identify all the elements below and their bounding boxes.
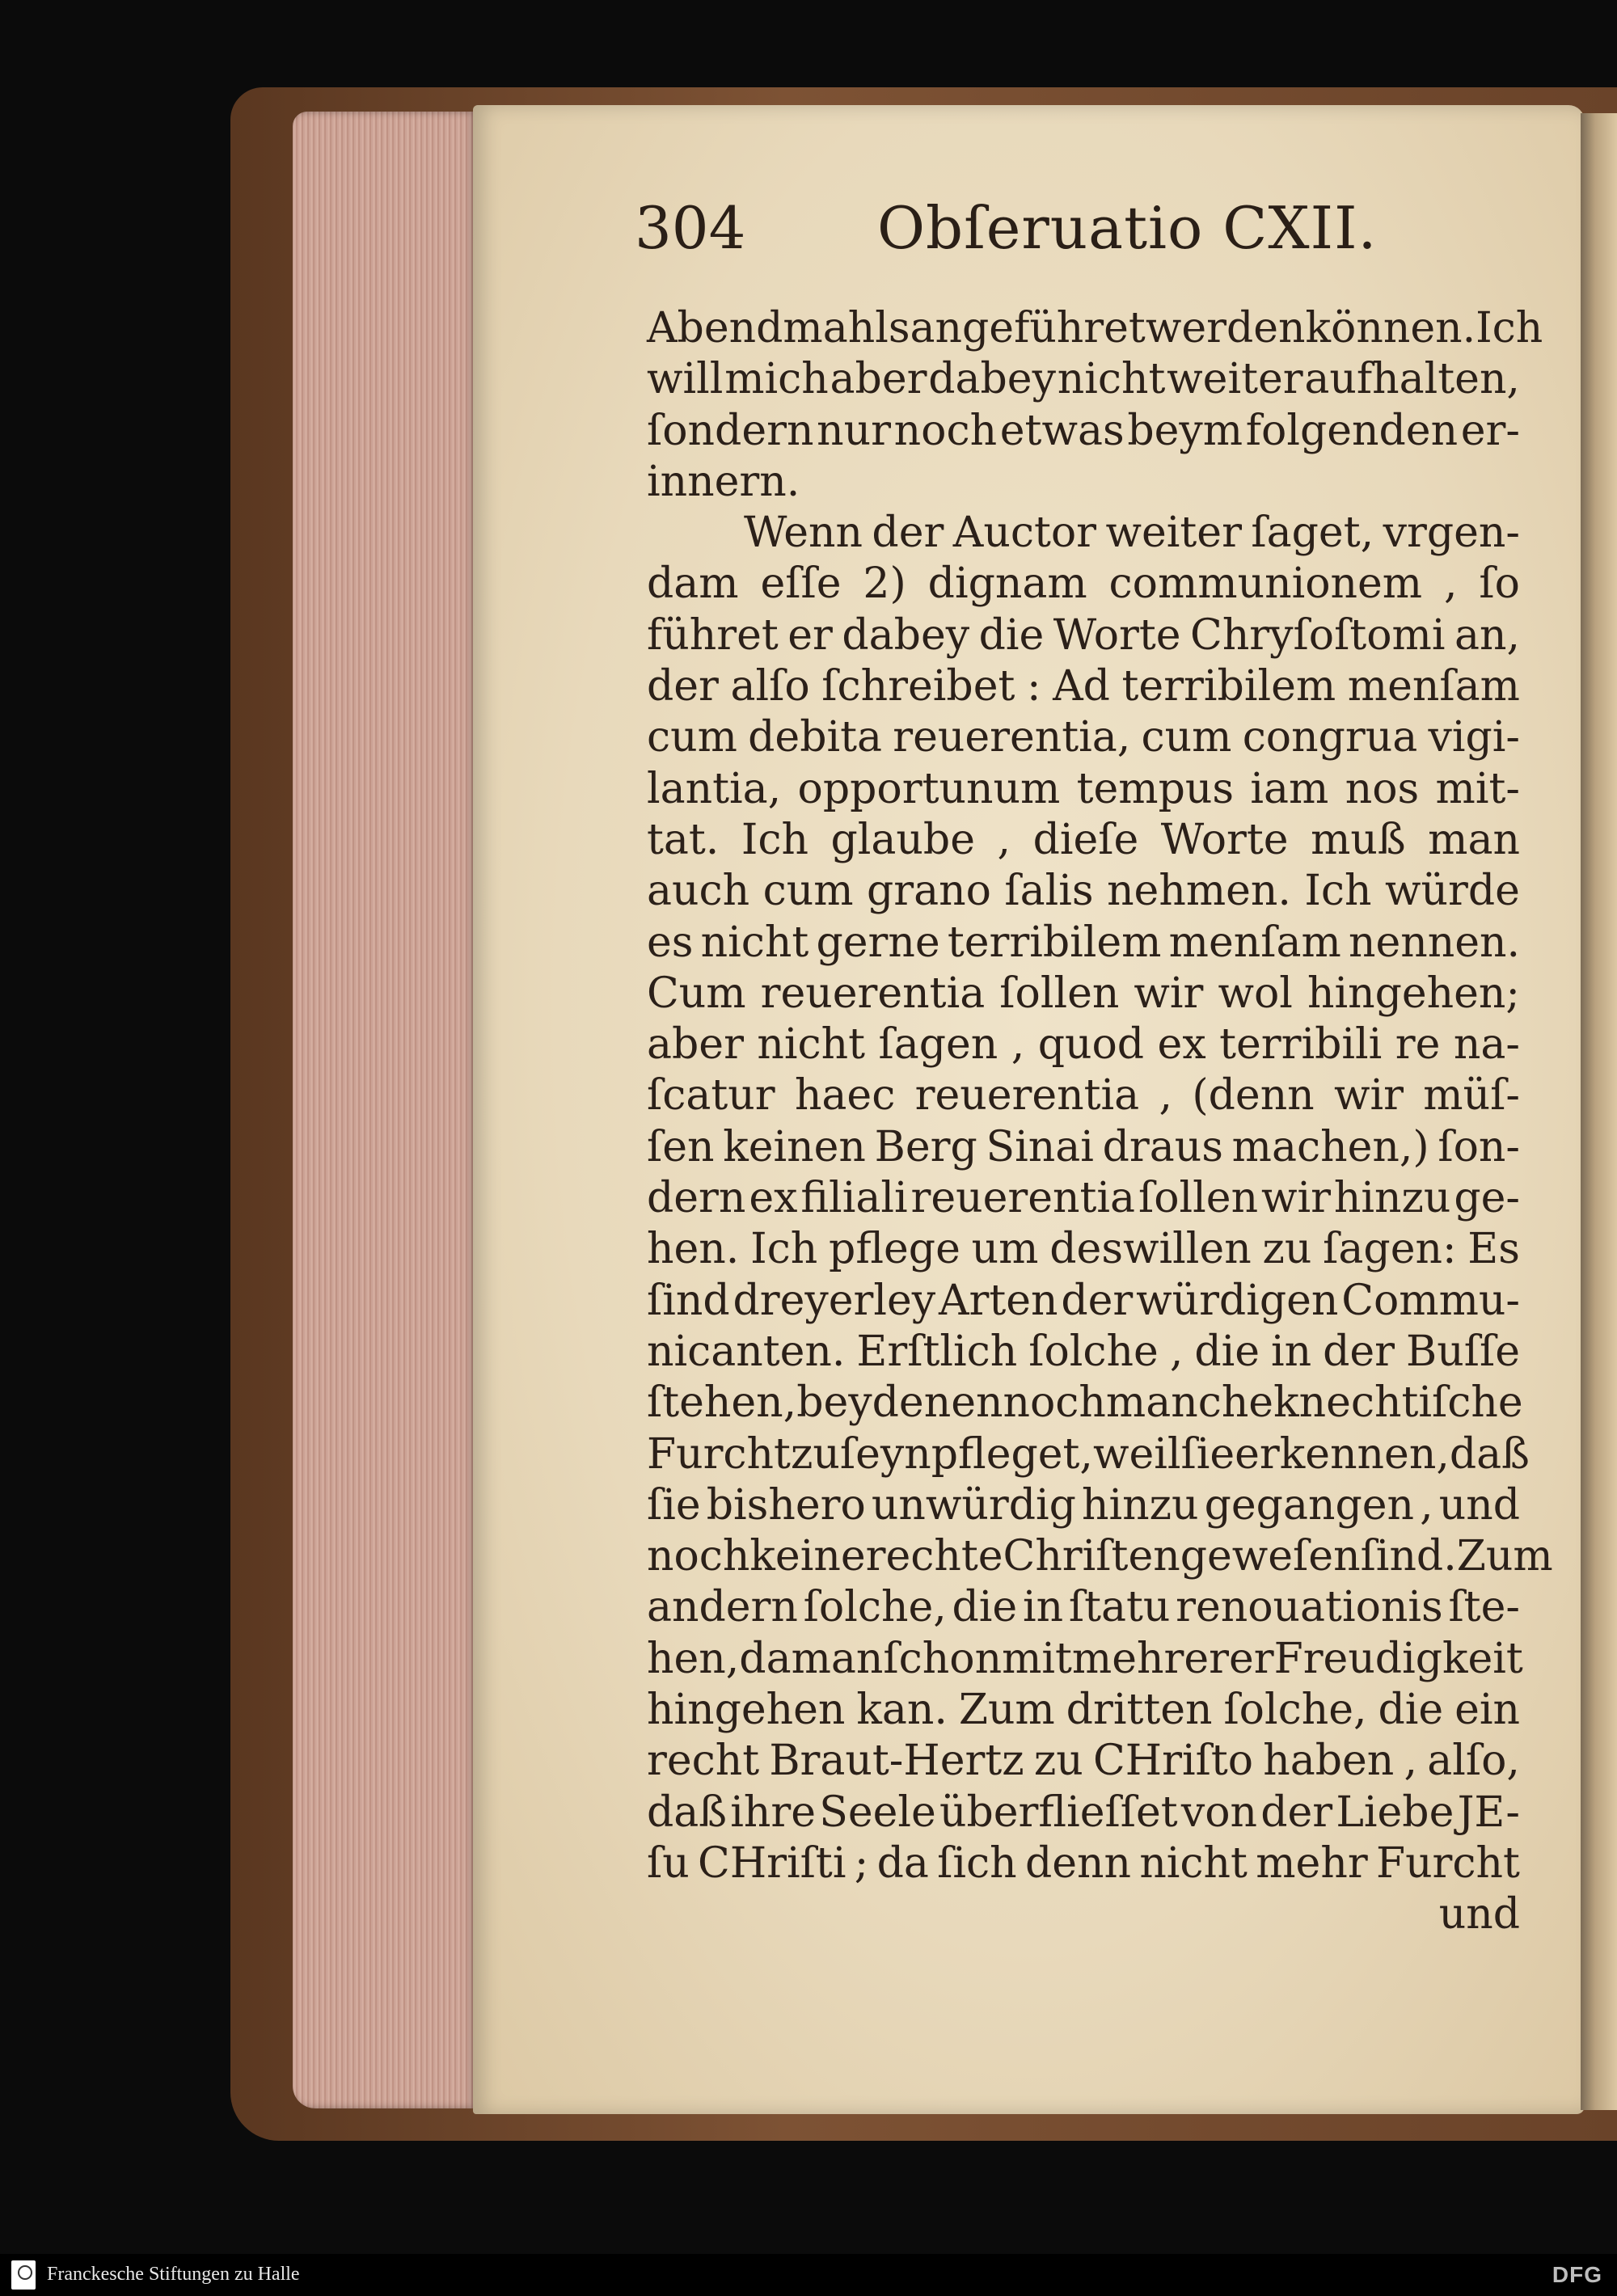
text-line: ſen keinen Berg Sinai draus machen,) ſon- bbox=[647, 1122, 1520, 1171]
text-line: cum debita reuerentia, cum congrua vigi- bbox=[647, 713, 1520, 762]
text-line: recht Braut-Hertz zu CHriſto haben , alſo, bbox=[647, 1737, 1520, 1786]
text-line: es nicht gerne terribilem menſam nennen. bbox=[647, 918, 1520, 967]
text-line: lantia, opportunum tempus iam nos mit- bbox=[647, 764, 1520, 813]
text-line: ſu CHriſti ; da ſich denn nicht mehr Furcht bbox=[647, 1838, 1520, 1888]
text-line: nicanten. Erſtlich ſolche , die in der Buſſe bbox=[647, 1327, 1520, 1376]
text-line: will mich aber dabey nicht weiter aufhalten, bbox=[647, 355, 1520, 404]
text-line: Furcht zu ſeyn pfleget, weil ſie erkennen, daß bbox=[647, 1429, 1530, 1479]
text-line: andern ſolche, die in ſtatu renouationis ſte- bbox=[647, 1583, 1520, 1632]
page-edges bbox=[293, 112, 477, 2108]
text-line: hen, da man ſchon mit mehrerer Freudigkeit bbox=[647, 1634, 1523, 1683]
text-line: ſie bishero unwürdig hinzu gegangen , und bbox=[647, 1480, 1520, 1530]
text-line: dam eſſe 2) dignam communionem , ſo bbox=[647, 559, 1520, 609]
running-title: Obſeruatio CXII. bbox=[877, 194, 1378, 262]
text-line: Abendmahls angeführet werden können. Ich bbox=[647, 304, 1543, 352]
body-text bbox=[647, 303, 1553, 1941]
text-line: ſondern nur noch etwas beym folgenden er- bbox=[647, 406, 1520, 455]
text-line: tat. Ich glaube , dieſe Worte muß man bbox=[647, 815, 1520, 864]
text-line: dern ex filiali reuerentia ſollen wir hinzu ge- bbox=[647, 1174, 1520, 1223]
text-line: aber nicht ſagen , quod ex terribili re na- bbox=[647, 1020, 1520, 1070]
text-line: daß ihre Seele überflieſſet von der Liebe JE- bbox=[647, 1787, 1520, 1837]
dfg-logo: DFG bbox=[1552, 2262, 1602, 2287]
text-line: noch keine rechte Chriſten geweſen ſind. Zum bbox=[647, 1532, 1553, 1581]
text-line: führet er dabey die Worte Chryſoſtomi an, bbox=[647, 610, 1520, 660]
viewer-footer bbox=[0, 2254, 1617, 2296]
text-line: ſind dreyerley Arten der würdigen Commu- bbox=[647, 1276, 1520, 1325]
text-line: hingehen kan. Zum dritten ſolche, die ein bbox=[647, 1686, 1520, 1735]
catchword: und bbox=[1438, 1890, 1520, 1939]
text-line: ſcatur haec reuerentia , (denn wir müſ- bbox=[647, 1071, 1520, 1121]
text-line: innern. bbox=[647, 457, 800, 506]
text-line: ſtehen , bey denen noch manche knechtiſche bbox=[647, 1378, 1523, 1428]
text-line: Cum reuerentia ſollen wir wol hingehen; bbox=[647, 969, 1520, 1018]
page-number: 304 bbox=[635, 194, 746, 262]
institution-name: Franckesche Stiftungen zu Halle bbox=[47, 2264, 300, 2285]
text-line: hen. Ich pflege um deswillen zu ſagen: Es bbox=[647, 1225, 1520, 1274]
institution-logo-icon bbox=[11, 2260, 36, 2290]
text-line: auch cum grano ſalis nehmen. Ich würde bbox=[647, 867, 1520, 916]
text-line: Wenn der Auctor weiter ſaget, vrgen- bbox=[744, 509, 1520, 558]
text-line: der alſo ſchreibet : Ad terribilem menſam bbox=[647, 662, 1520, 711]
book-gutter bbox=[1581, 113, 1617, 2110]
